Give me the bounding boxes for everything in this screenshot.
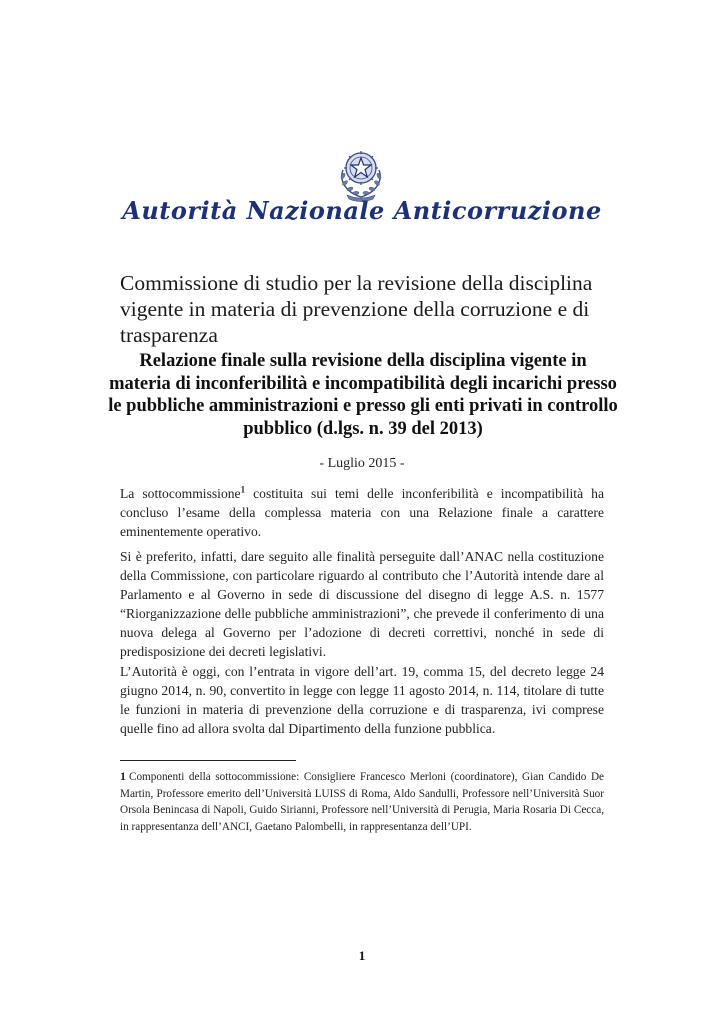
paragraph-1 (120, 484, 604, 541)
report-date: - Luglio 2015 - (319, 456, 405, 471)
authority-logo-text: Autorità Nazionale Anticorruzione (122, 196, 602, 225)
footnote-text: Componenti della sottocommissione: Consigliere Francesco Merloni (coordinatore), Gian Candido De Martin, Professore emerito dell’Università LUISS di Roma, Aldo Sandulli, Professore nell’Università Suor Orsola Benincasa di Napoli, Guido Sirianni, Professore nell’Università di Perugia, Maria Rosaria Di Cecca, in rappresentanza dell’ANCI, Gaetano Palombelli, in rappresentanza dell’UPI. (120, 771, 604, 833)
page-number: 1 (358, 948, 366, 963)
commission-title: Commissione di studio per la revisione della disciplina vigente in materia di prevenzione della corruzione e di trasparenza (120, 271, 593, 347)
paragraph-1-rest: costituita sui temi delle inconferibilità e incompatibilità ha concluso l’esame della complessa materia con una Relazione finale a carattere eminentemente operativo. (120, 486, 604, 539)
report-title: Relazione finale sulla revisione della disciplina vigente in materia di inconferibilità e incompatibilità degli incarichi presso le pubbliche amministrazioni e presso gli enti privati in controllo pubblico (d.lgs. n. 39 del 2013) (108, 351, 618, 439)
paragraph-2: Si è preferito, infatti, dare seguito alle finalità perseguite dall’ANAC nella costituzione della Commissione, con particolare riguardo al contributo che l’Autorità intende dare al Parlamento e al Governo in sede di discussione del disegno di legge A.S. n. 1577 “Riorganizzazione delle pubbliche amministrazioni”, che prevede il conferimento di una nuova delega al Governo per l’adozione di decreti correttivi, nonché in sede di predisposizione dei decreti legislativi. (120, 549, 604, 659)
footnote-divider (120, 760, 296, 761)
footnote-number: 1 (120, 769, 126, 783)
footnote (120, 768, 604, 835)
paragraph-3: L’Autorità è oggi, con l’entrata in vigore dell’art. 19, comma 15, del decreto legge 24 giugno 2014, n. 90, convertito in legge con legge 11 agosto 2014, n. 114, titolare di tutte le funzioni in materia di prevenzione della corruzione e di trasparenza, ivi comprese quelle fino ad allora svolta dal Dipartimento della funzione pubblica. (120, 664, 604, 736)
italian-republic-emblem-icon (333, 140, 389, 202)
footnote-reference: 1 (240, 484, 246, 495)
paragraph-1-start: La sottocommissione (120, 486, 241, 501)
